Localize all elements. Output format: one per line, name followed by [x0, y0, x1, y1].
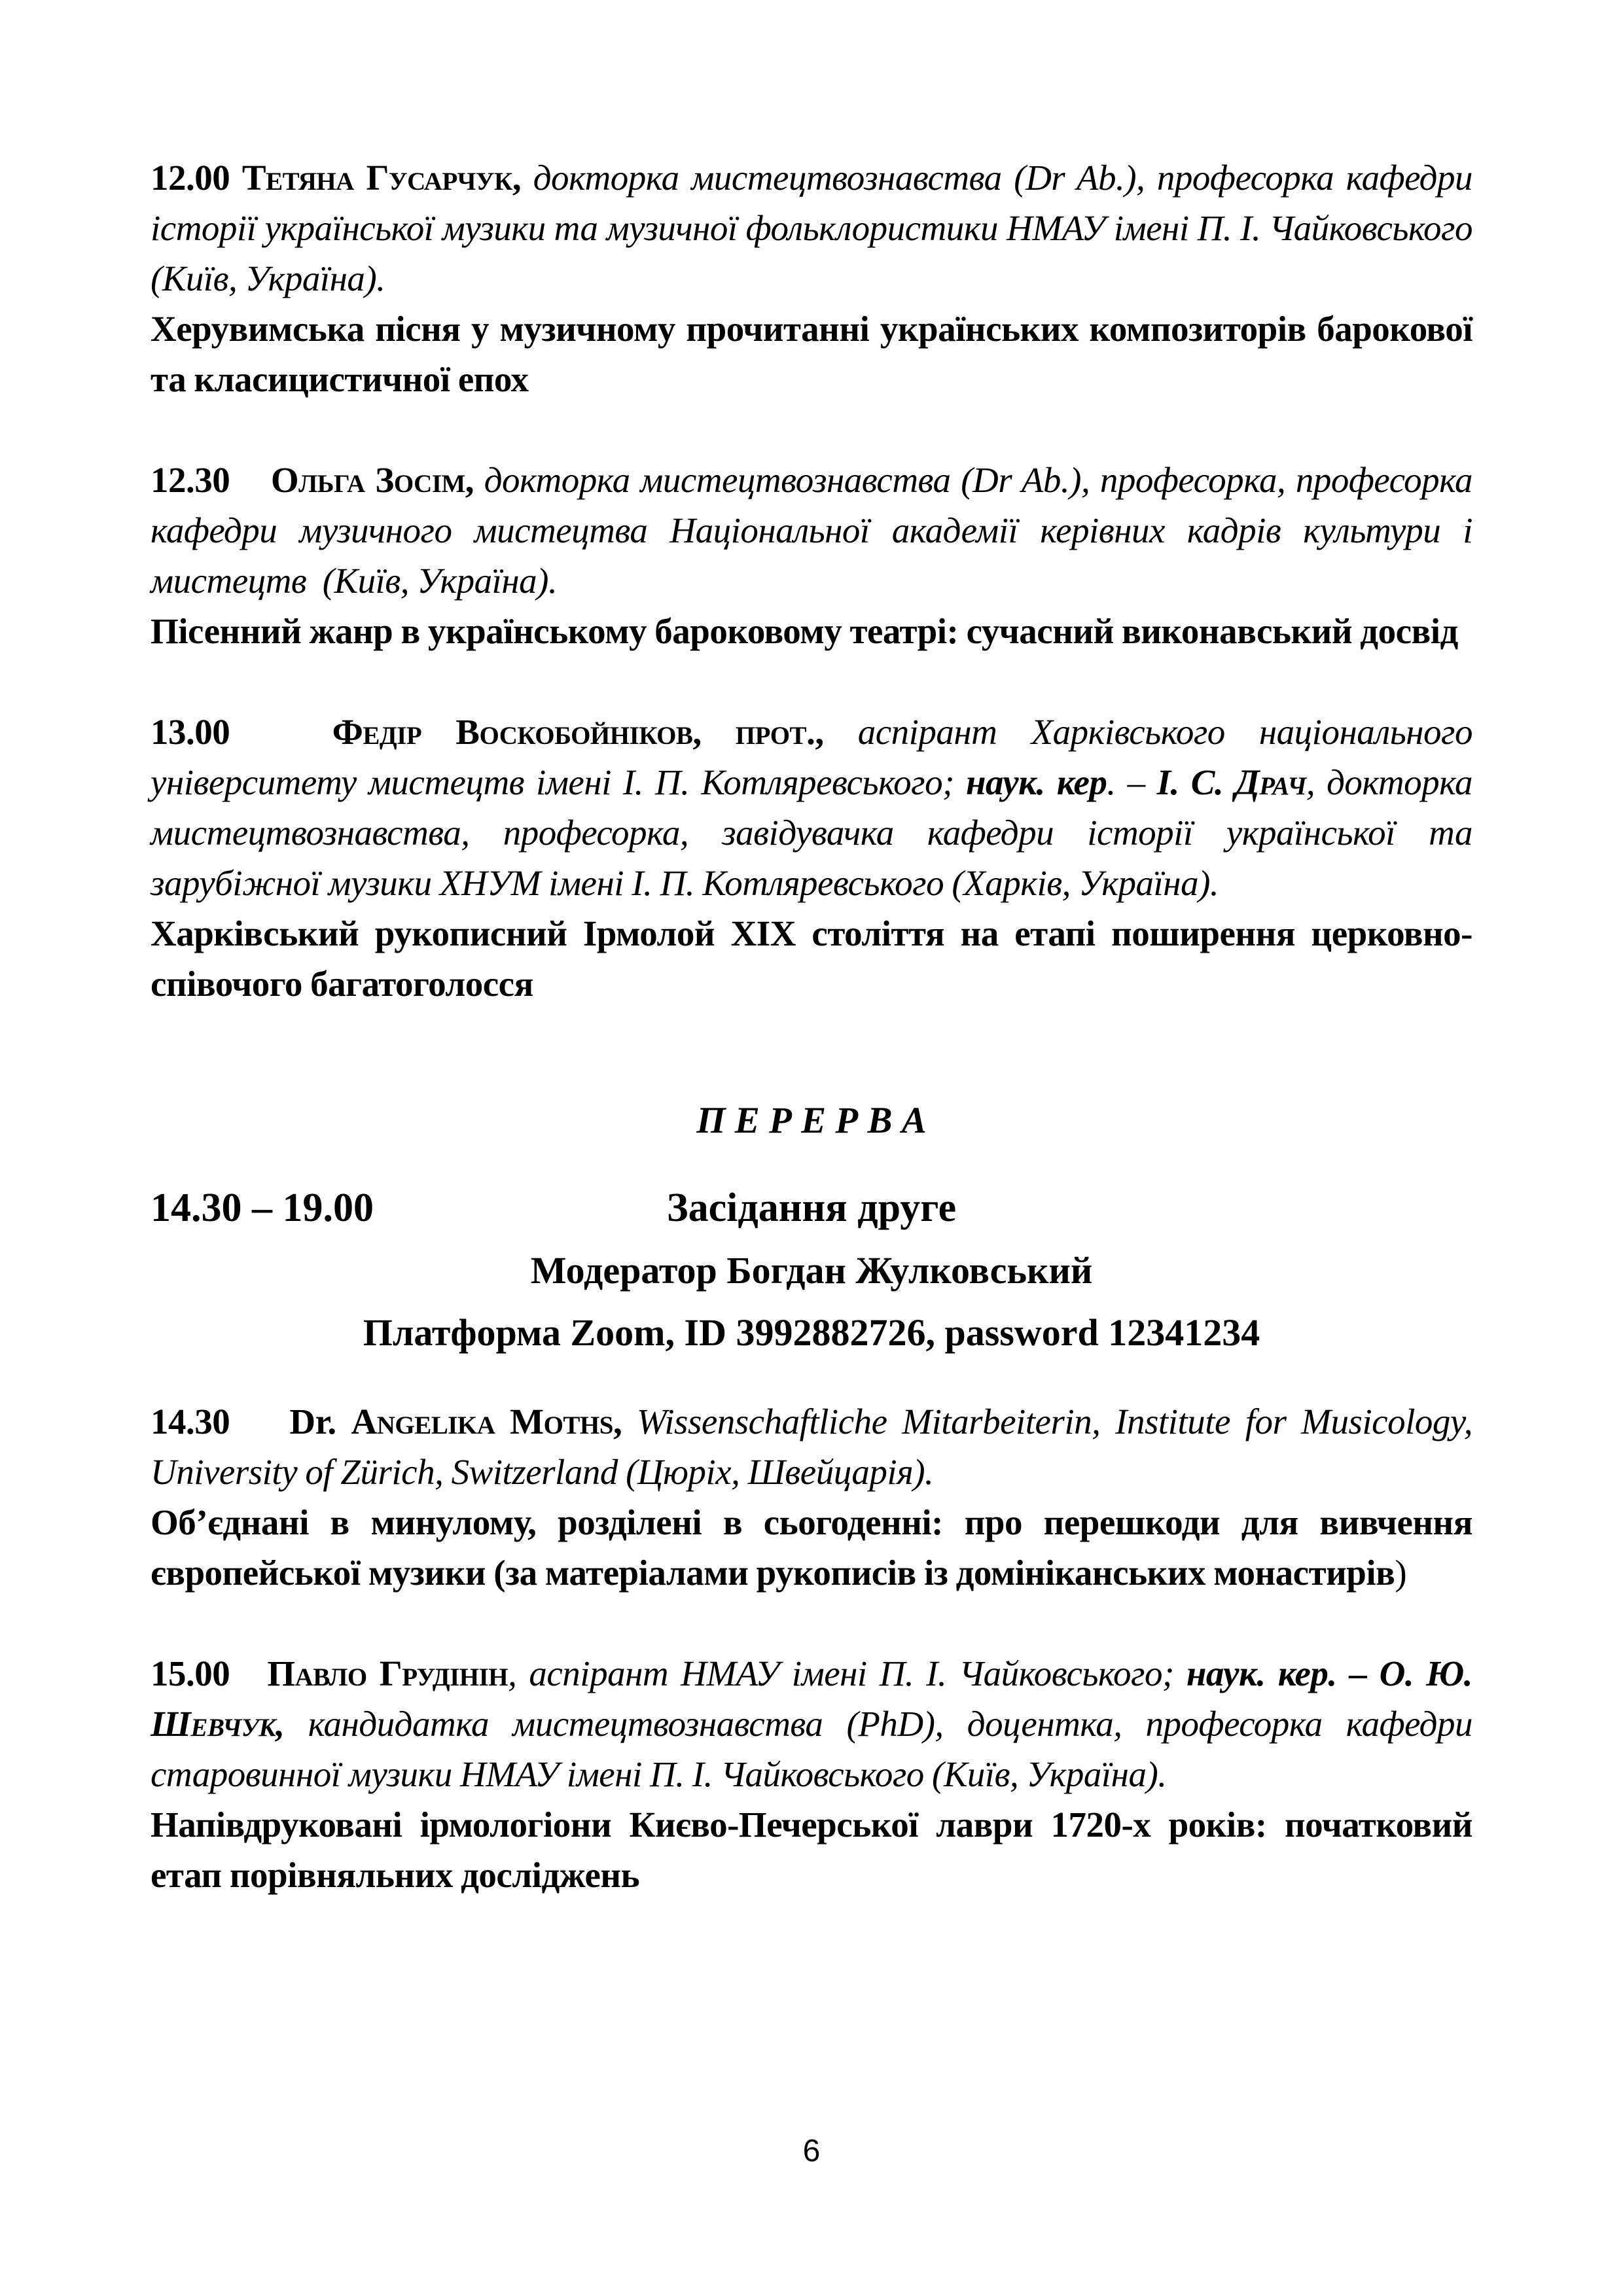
session-title-paragraph [151, 1799, 1481, 1900]
session-title-paragraph [151, 606, 1472, 656]
text-run: І. С. Драч [1156, 762, 1306, 802]
session-list-morning [151, 152, 1481, 1009]
session2-header [151, 1177, 1472, 1364]
session-list-afternoon [151, 1396, 1481, 1900]
text-run: Херувимська пісня у музичному прочитанні українських композиторів барокової та класицистичної епох [151, 309, 1481, 399]
text-run: , [512, 158, 522, 198]
text-run: Федір Воскобойніков, прот., [332, 712, 824, 752]
text-run: ) [1395, 1553, 1407, 1593]
session-item [151, 1648, 1481, 1900]
session-item [151, 707, 1481, 1009]
text-run: наук. кер [965, 762, 1107, 802]
session2-title: Засідання друге [666, 1186, 957, 1230]
text-run: О. Ю. Шевчук, [151, 1653, 1481, 1744]
session2-header-line [151, 1177, 1472, 1239]
text-run: Тетяна Гусарчук [241, 158, 512, 198]
text-run: Angelika Moths, [351, 1402, 622, 1441]
text-run: 12.30 [151, 460, 271, 500]
text-run: докторка мистецтвознавства (Dr Ab.), професорка кафедри історії української музики та музичної фольклористики НМАУ імені П. І. Чайковського (Київ, Україна). [151, 158, 1481, 298]
text-run: Wissenschaftliche Mitarbeiterin, Institute for Musicology, University of Zürich, Switzerland (Цюріх, Швейцарія). [151, 1402, 1481, 1492]
text-run: 12.00 [151, 158, 242, 198]
break-heading: П Е Р Е Р В А [696, 1100, 927, 1141]
text-run: Павло Грудінін [267, 1653, 508, 1693]
session-title-paragraph [151, 908, 1472, 1009]
text-run: аспірант Харківського національного університету мистецтв імені І. П. Котляревського; [151, 712, 1481, 802]
text-run: 13.00 [151, 712, 332, 752]
text-run: , аспірант НМАУ імені П. І. Чайковського; [508, 1653, 1186, 1693]
session-item [151, 152, 1481, 404]
session-info-paragraph [151, 455, 1481, 606]
text-run: . – [1107, 762, 1157, 802]
text-run: , докторка мистецтвознавства, професорка, завідувачка кафедри історії української та зарубіжної музики ХНУМ імені І. П. Котляревського (Харків, Україна). [151, 762, 1481, 903]
text-run: Пісенний жанр в українському бароковому театрі: сучасний виконавський досвід [151, 611, 1458, 651]
session-title-paragraph [151, 304, 1481, 404]
text-run: Харківський рукописний Ірмолой ХІХ століття на етапі поширення церковно-співочого багатоголосся [151, 913, 1472, 1004]
session2-platform: Платформа Zoom, ID 3992882726, password 12341234 [363, 1311, 1260, 1354]
session-info-paragraph [151, 1648, 1481, 1799]
text-run: докторка мистецтвознавства (Dr Ab.), професорка, професорка кафедри музичного мистецтва Національної академії керівних кадрів культури і мистецтв (Київ, Україна). [151, 460, 1481, 601]
text-run: кандидатка мистецтвознавства (PhD), доцентка, професорка кафедри старовинної музики НМАУ імені П. І. Чайковського (Київ, Україна). [151, 1704, 1481, 1794]
session-info-paragraph [151, 152, 1481, 304]
session-item [151, 455, 1481, 656]
text-run: наук. кер. – [1186, 1653, 1380, 1693]
session-info-paragraph [151, 1396, 1481, 1497]
session-title-paragraph [151, 1497, 1481, 1598]
session-info-paragraph [151, 707, 1481, 908]
text-run: 14.30 Dr. [151, 1402, 351, 1441]
text-run: 15.00 [151, 1653, 268, 1693]
text-run: Ольга Зосім, [270, 460, 474, 500]
session2-moderator: Модератор Богдан Жулковський [530, 1249, 1093, 1292]
session2-time-range: 14.30 – 19.00 [151, 1186, 374, 1230]
text-run: Напівдруковані ірмологіони Києво-Печерської лаври 1720-х років: початковий етап порівняльних досліджень [151, 1805, 1481, 1895]
text-run: Об’єднані в минулому, розділені в сьогоденні: про перешкоди для вивчення європейської музики (за матеріалами рукописів із домініканських монастирів [151, 1502, 1481, 1593]
session-item [151, 1396, 1481, 1598]
page-number: 6 [802, 2134, 821, 2168]
